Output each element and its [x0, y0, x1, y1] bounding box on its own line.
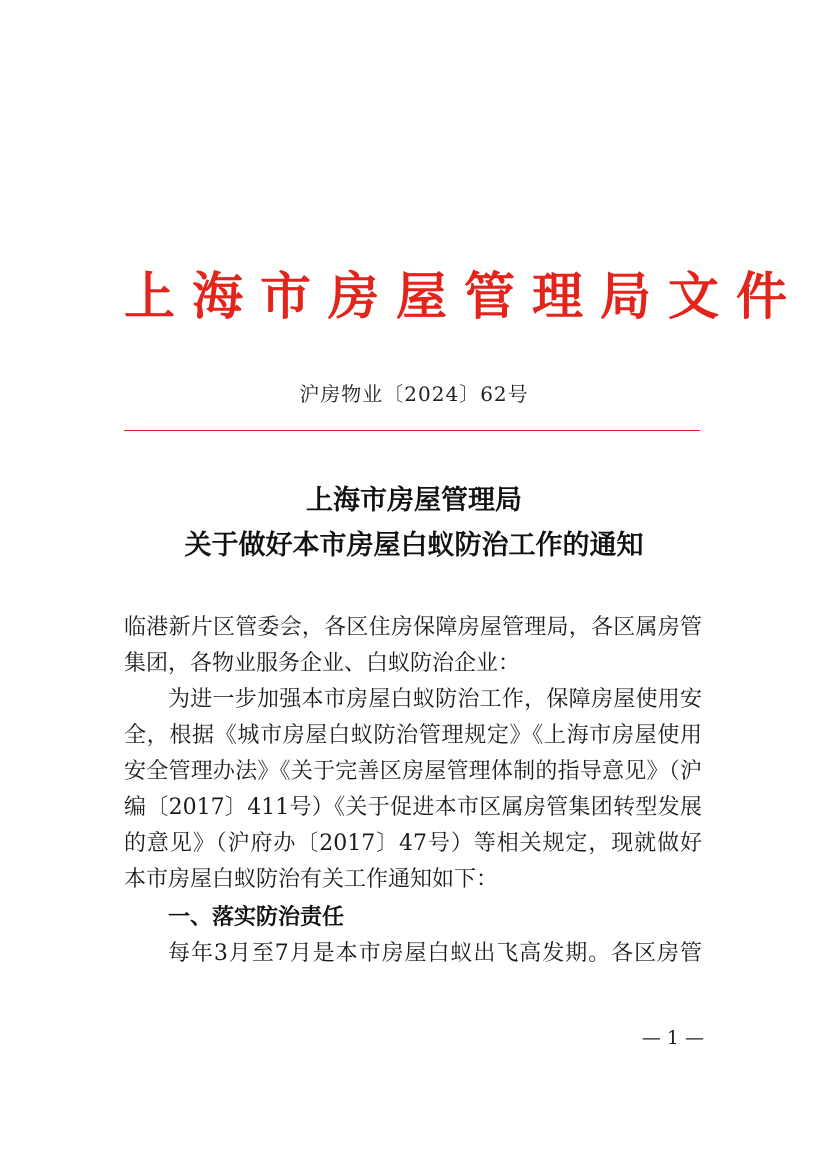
notice-body: [124, 610, 702, 972]
intro-paragraph: 为进一步加强本市房屋白蚁防治工作，保障房屋使用安全，根据《城市房屋白蚁防治管理规定》《上海市房屋使用安全管理办法》《关于完善区房屋管理体制的指导意见》（沪编〔2017〕411号）《关于促进本市区属房管集团转型发展的意见》（沪府办〔2017〕47号）等相关规定，现就做好本市房屋白蚁防治有关工作通知如下：: [124, 687, 702, 892]
recipients-paragraph: 临港新片区管委会，各区住房保障房屋管理局，各区属房管集团，各物业服务企业、白蚁防治企业：: [124, 615, 702, 676]
document-number: 沪房物业〔2024〕62号: [299, 382, 529, 406]
notice-title: [0, 478, 828, 568]
section-heading-1: 一、落实防治责任: [168, 905, 345, 930]
page-number: — 1 —: [641, 1027, 704, 1049]
notice-title-line-2: 关于做好本市房屋白蚁防治工作的通知: [184, 530, 644, 561]
section-1-paragraph: 每年3月至7月是本市房屋白蚁出飞高发期。各区房管: [168, 941, 702, 966]
notice-title-line-1: 上海市房屋管理局: [306, 485, 522, 516]
red-divider-line: [124, 430, 700, 431]
issuer-title: 上海市房屋管理局文件: [124, 267, 805, 327]
